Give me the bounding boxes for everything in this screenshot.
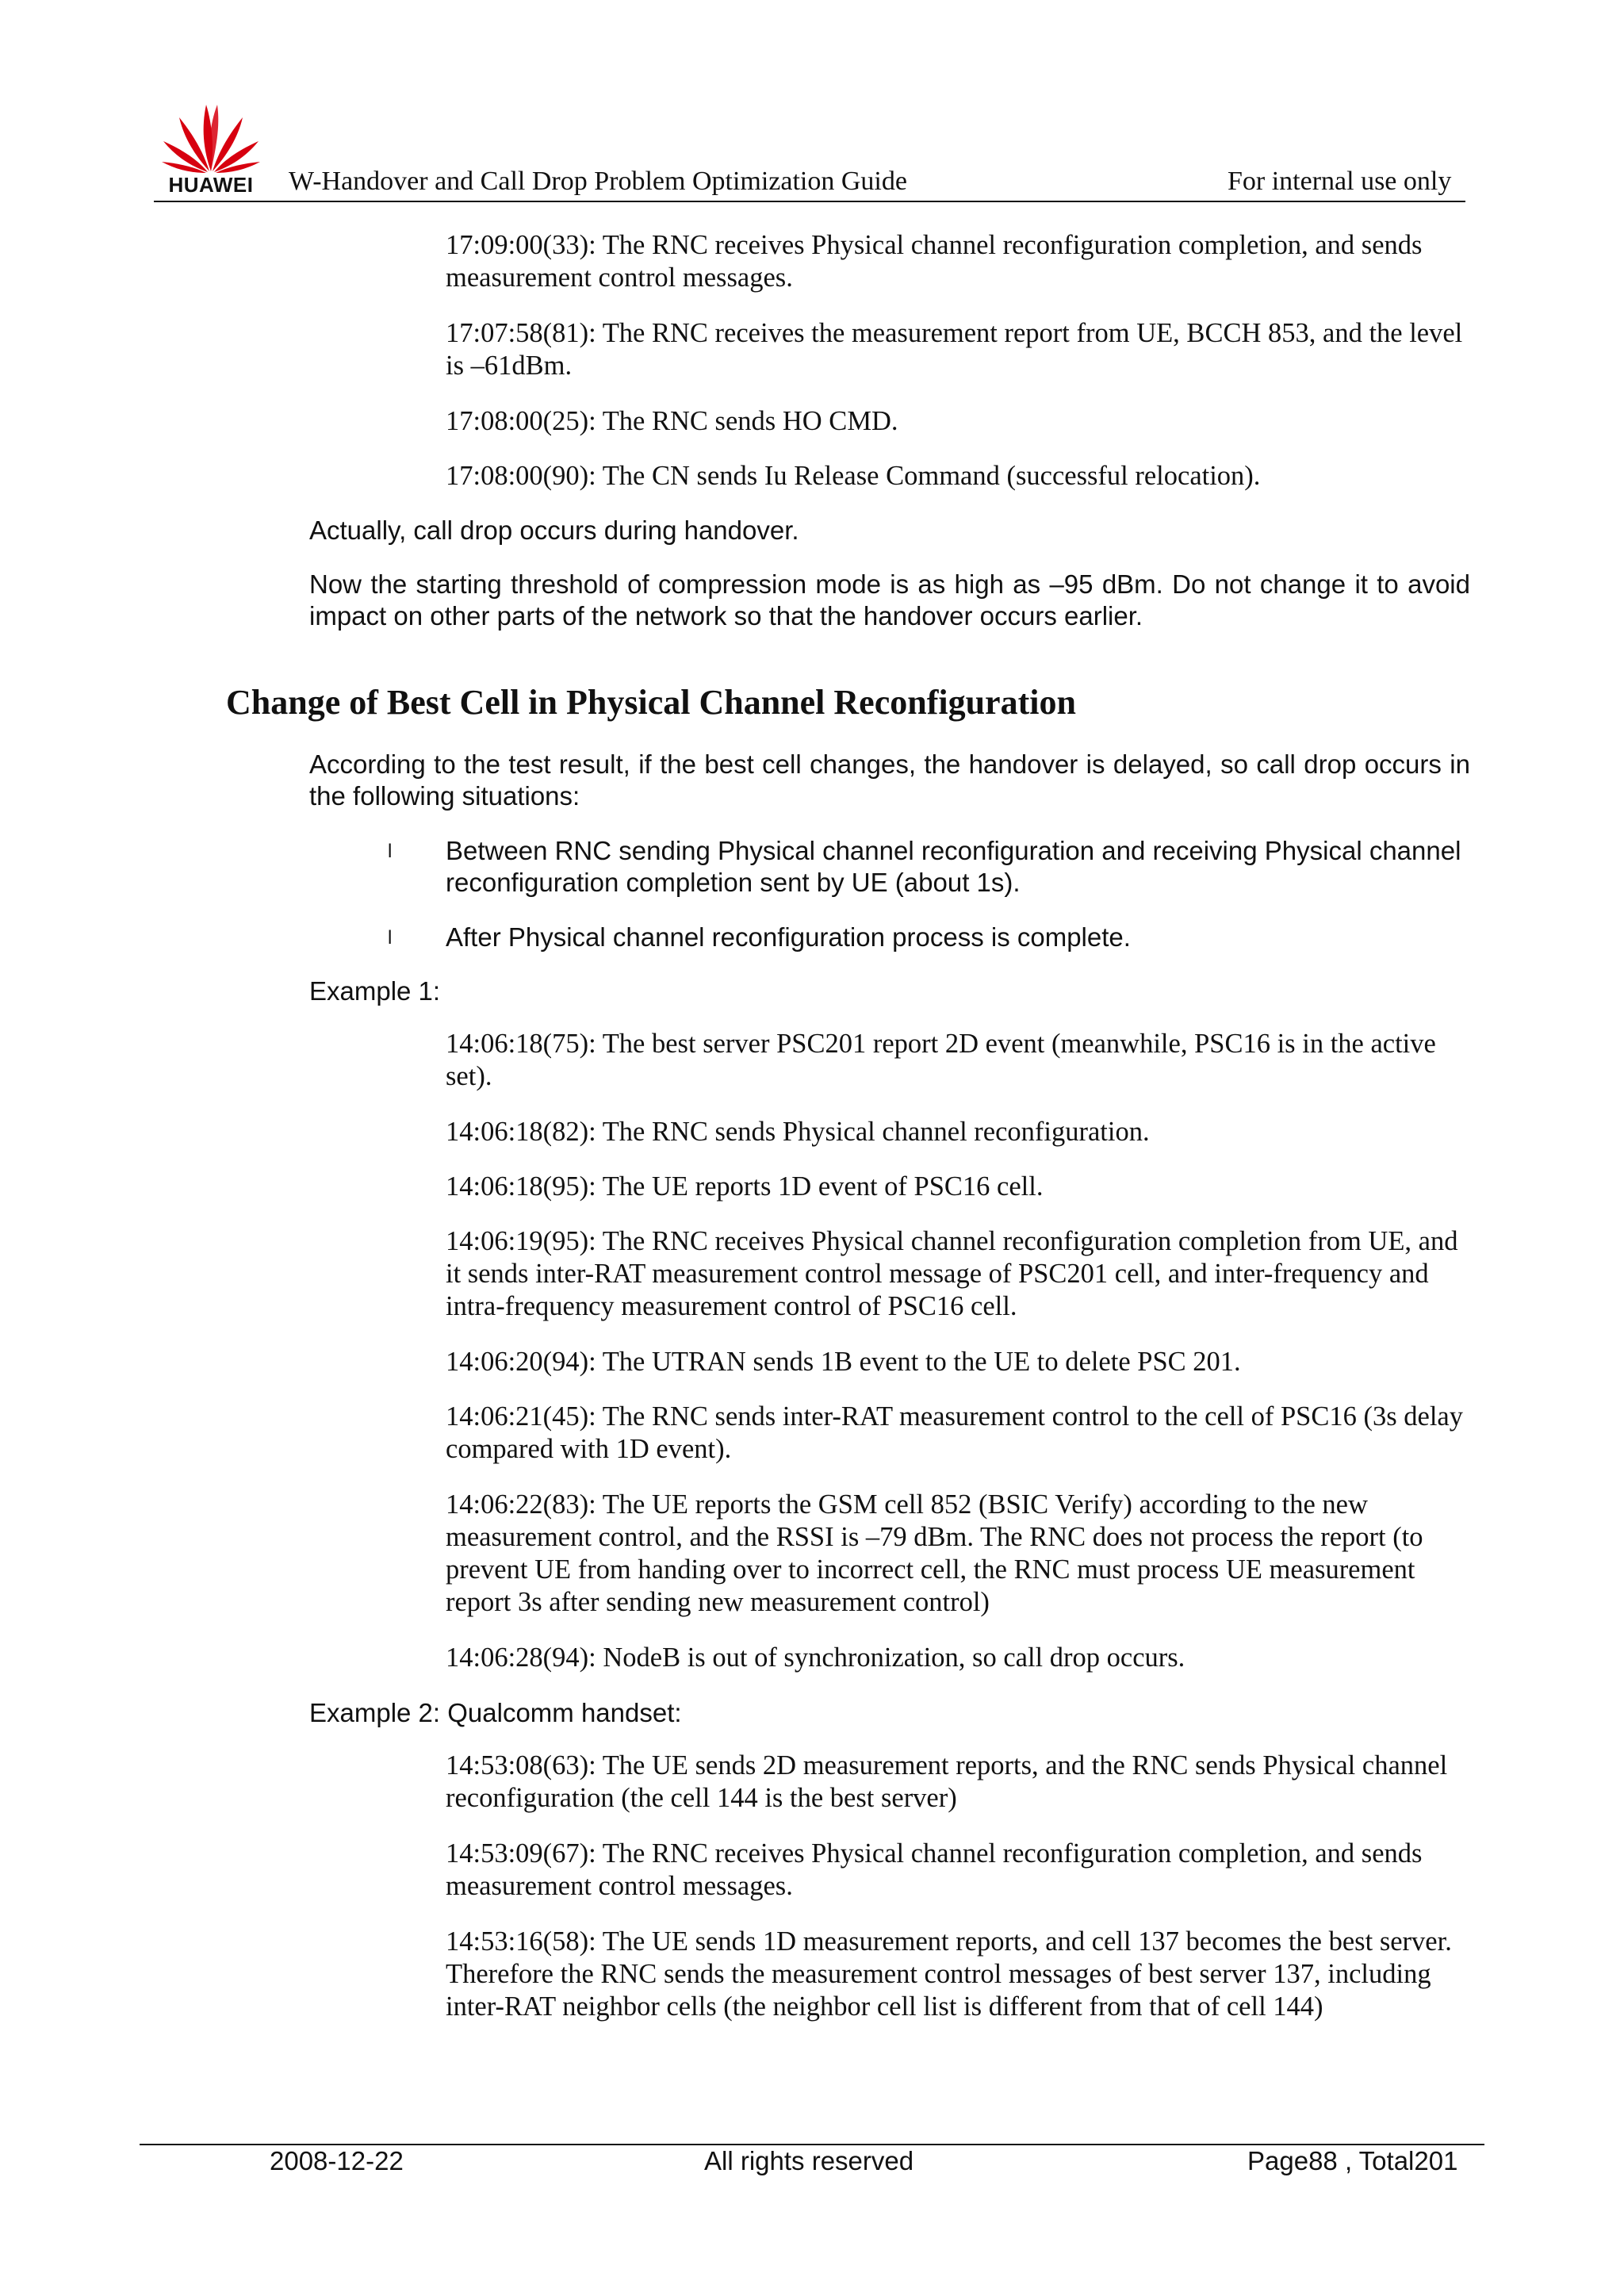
header-classification: For internal use only [1228, 167, 1452, 196]
logo-wordmark: HUAWEI [168, 173, 254, 197]
header-title: W-Handover and Call Drop Problem Optimization Guide [289, 167, 907, 196]
example-label: Example 1: [309, 976, 441, 1006]
event-line: 14:53:16(58): The UE sends 1D measurement reports, and cell 137 becomes the best server. Therefore the RNC sends the measurement control messages of best server 137, including inter-RAT neighbor cells (the neighbor cell list is different from that of cell 144) [446, 1926, 1452, 2022]
huawei-petals-icon [157, 94, 265, 173]
footer-date: 2008-12-22 [270, 2146, 404, 2175]
event-line: 14:06:21(45): The RNC sends inter-RAT measurement control to the cell of PSC16 (3s delay compared with 1D event). [446, 1401, 1463, 1464]
event-line: 14:06:22(83): The UE reports the GSM cell 852 (BSIC Verify) according to the new measurement control, and the RSSI is –79 dBm. The RNC does not process the report (to prevent UE from handing over to incorrect cell, the RNC must process UE measurement report 3s after sending new measurement control) [446, 1489, 1423, 1617]
header-divider [154, 201, 1465, 202]
event-line: 17:09:00(33): The RNC receives Physical channel reconfiguration completion, and sends measurement control messages. [446, 230, 1423, 293]
event-line: 17:08:00(25): The RNC sends HO CMD. [446, 406, 898, 436]
event-line: 14:06:28(94): NodeB is out of synchronization, so call drop occurs. [446, 1642, 1185, 1673]
event-line: 14:06:18(82): The RNC sends Physical channel reconfiguration. [446, 1117, 1150, 1147]
footer-divider [140, 2144, 1484, 2145]
paragraph: Actually, call drop occurs during handover. [309, 516, 799, 545]
event-line: 14:06:18(75): The best server PSC201 report 2D event (meanwhile, PSC16 is in the active set). [446, 1029, 1436, 1091]
event-line: 14:06:20(94): The UTRAN sends 1B event to the UE to delete PSC 201. [446, 1347, 1241, 1377]
event-line: 17:08:00(90): The CN sends Iu Release Command (successful relocation). [446, 461, 1261, 491]
event-line: 14:06:19(95): The RNC receives Physical channel reconfiguration completion from UE, and it sends inter-RAT measurement control message of PSC201 cell, and inter-frequency and intra-frequency measurement control of PSC16 cell. [446, 1226, 1458, 1321]
bullet-marker: l [388, 841, 393, 862]
footer-page-number: Page88 , Total201 [1247, 2146, 1458, 2175]
bullet-marker: l [388, 927, 393, 949]
event-line: 17:07:58(81): The RNC receives the measurement report from UE, BCCH 853, and the level is –61dBm. [446, 318, 1463, 381]
section-intro: According to the test result, if the best cell changes, the handover is delayed, so call drop occurs in the following situations: [309, 749, 1470, 811]
event-line: 14:53:09(67): The RNC receives Physical channel reconfiguration completion, and sends measurement control messages. [446, 1838, 1423, 1901]
footer-rights: All rights reserved [704, 2146, 914, 2175]
event-line: 14:53:08(63): The UE sends 2D measurement reports, and the RNC sends Physical channel reconfiguration (the cell 144 is the best server) [446, 1750, 1448, 1813]
bullet-item: Between RNC sending Physical channel reconfiguration and receiving Physical channel reconfiguration completion sent by UE (about 1s). [446, 836, 1461, 897]
section-heading: Change of Best Cell in Physical Channel Reconfiguration [226, 683, 1076, 722]
example-label: Example 2: Qualcomm handset: [309, 1698, 682, 1727]
bullet-item: After Physical channel reconfiguration process is complete. [446, 922, 1131, 952]
paragraph: Now the starting threshold of compression mode is as high as –95 dBm. Do not change it to avoid impact on other parts of the network so that the handover occurs earlier. [309, 569, 1470, 631]
event-line: 14:06:18(95): The UE reports 1D event of PSC16 cell. [446, 1171, 1044, 1202]
